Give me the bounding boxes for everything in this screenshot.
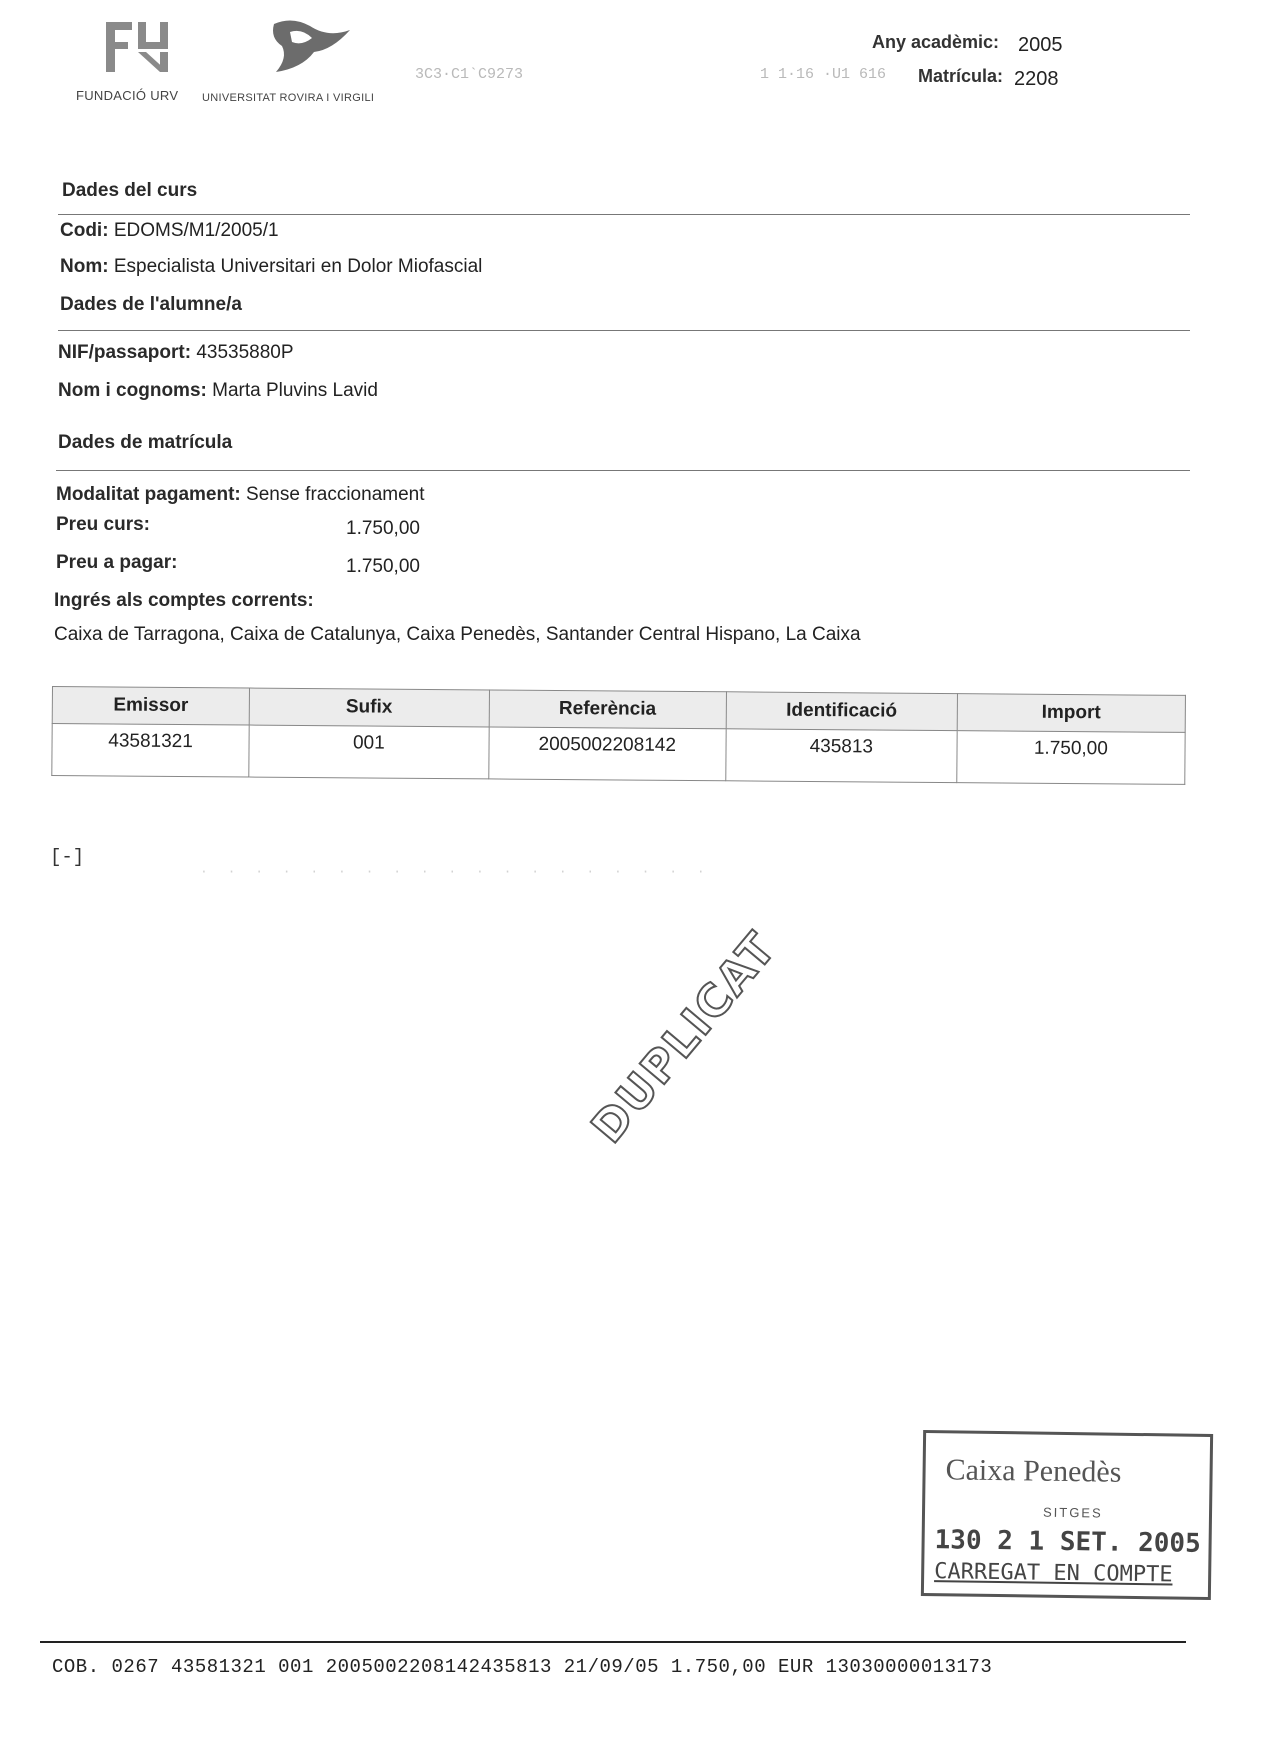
footer-payment-line: COB. 0267 43581321 001 2005002208142435813 21/09/05 1.750,00 EUR 13030000013173 <box>52 1656 993 1678</box>
nif-value: 43535880P <box>196 342 294 363</box>
divider <box>58 330 1190 331</box>
modalitat-row <box>56 484 425 506</box>
nif-row <box>58 342 294 364</box>
nom-alumne-label: Nom i cognoms: <box>58 380 207 401</box>
cell-emissor: 43581321 <box>52 724 249 778</box>
academic-year-label: Any acadèmic: <box>872 32 1000 52</box>
fundacio-urv-name: FUNDACIÓ URV <box>76 88 179 103</box>
ingres-label: Ingrés als comptes corrents: <box>54 590 314 611</box>
preu-pagar-value: 1.750,00 <box>346 556 420 577</box>
preu-pagar-label: Preu a pagar: <box>56 552 178 573</box>
payment-table <box>51 686 1186 785</box>
table-row <box>52 724 1185 785</box>
cell-identificacio: 435813 <box>726 729 957 783</box>
bank-stamp-date: 130 2 1 SET. 2005 <box>934 1525 1201 1559</box>
col-import: Import <box>957 694 1186 733</box>
urv-logo-icon <box>104 20 174 76</box>
section-title-alumne: Dades de l'alumne/a <box>60 294 242 315</box>
col-sufix: Sufix <box>249 688 489 727</box>
section-title-curs: Dades del curs <box>62 180 198 201</box>
faint-header-code-1: 3C3·C1`C9273 <box>415 66 524 83</box>
urv-emblem-icon <box>262 16 362 76</box>
nom-curs-value: Especialista Universitari en Dolor Miofascial <box>113 256 483 277</box>
divider <box>56 470 1190 471</box>
preu-curs-value: 1.750,00 <box>346 518 420 539</box>
banks-list: Caixa de Tarragona, Caixa de Catalunya, Caixa Penedès, Santander Central Hispano, La Caixa <box>54 624 861 645</box>
matricula-value: 2208 <box>1014 68 1059 90</box>
col-referencia: Referència <box>489 690 727 729</box>
nom-alumne-row <box>58 380 378 402</box>
faint-scan-line: · · · · · · · · · · · · · · · · · · · <box>200 864 711 879</box>
bank-stamp-city: SITGES <box>1042 1504 1103 1521</box>
nom-curs-label: Nom: <box>60 256 109 277</box>
nif-label: NIF/passaport: <box>58 342 192 363</box>
universitat-name: UNIVERSITAT ROVIRA I VIRGILI <box>202 92 375 104</box>
note-bracket: [-] <box>50 846 85 868</box>
cell-import: 1.750,00 <box>956 731 1185 785</box>
modalitat-value: Sense fraccionament <box>246 484 425 505</box>
modalitat-label: Modalitat pagament: <box>56 484 241 505</box>
preu-curs-label: Preu curs: <box>56 514 150 535</box>
duplicat-stamp: DUPLICAT <box>582 922 787 1153</box>
cell-referencia: 2005002208142 <box>488 727 726 781</box>
fundacio-urv-logo <box>104 20 174 76</box>
faint-header-code-2: 1 1·16 ·U1 616 <box>760 66 887 83</box>
section-title-matricula: Dades de matrícula <box>58 432 233 453</box>
codi-label: Codi: <box>60 220 109 241</box>
bank-stamp-name: Caixa Penedès <box>945 1453 1122 1489</box>
bank-stamp <box>921 1430 1213 1600</box>
cell-sufix: 001 <box>249 725 489 779</box>
academic-year-value: 2005 <box>1018 34 1063 56</box>
col-identificacio: Identificació <box>726 692 957 731</box>
col-emissor: Emissor <box>52 687 249 726</box>
universitat-logo <box>262 16 362 76</box>
codi-value: EDOMS/M1/2005/1 <box>113 220 279 241</box>
footer-divider <box>40 1641 1186 1643</box>
nom-alumne-value: Marta Pluvins Lavid <box>212 380 378 401</box>
divider <box>58 214 1190 215</box>
nom-curs-row <box>60 256 482 278</box>
bank-stamp-note: CARREGAT EN COMPTE <box>934 1559 1173 1588</box>
codi-row <box>60 220 279 242</box>
matricula-label: Matrícula: <box>918 66 1004 86</box>
